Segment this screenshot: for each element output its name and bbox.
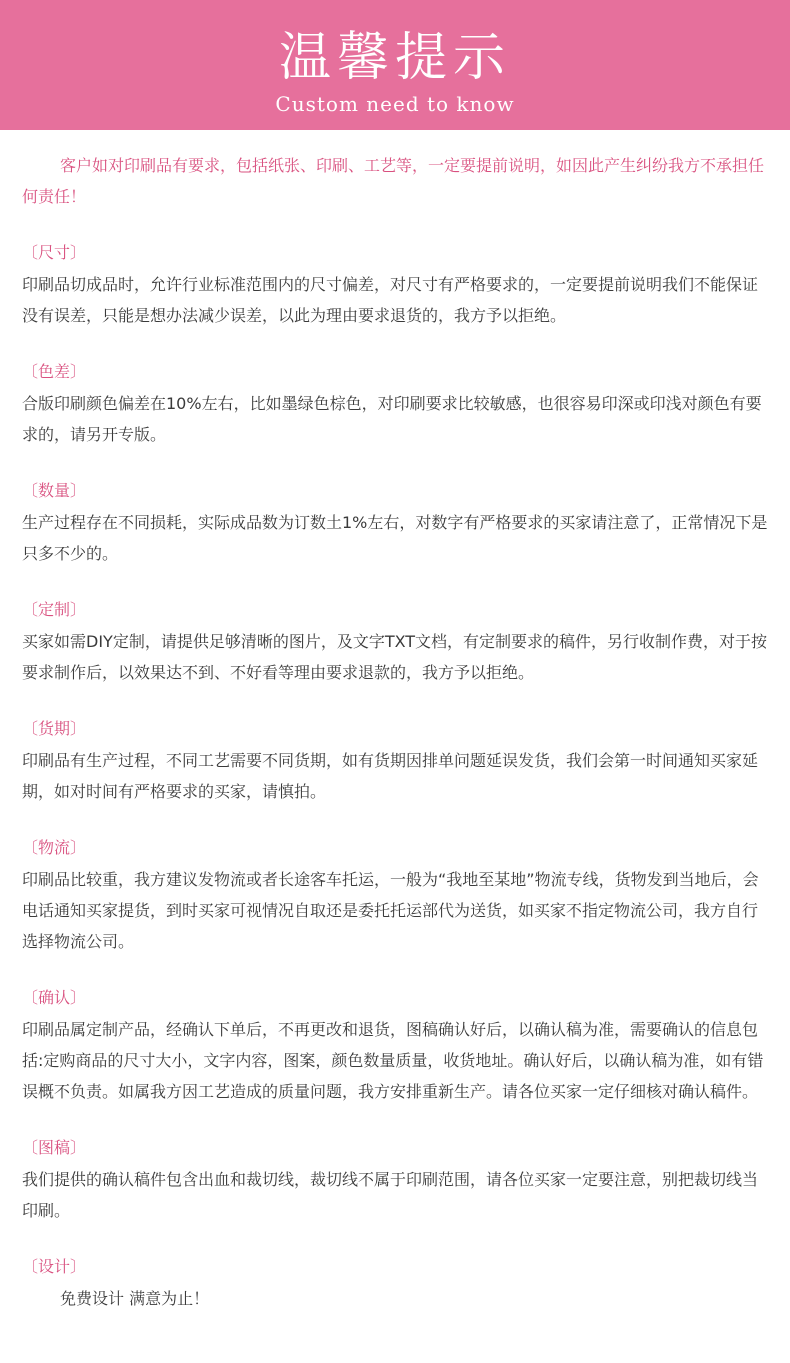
section-body-color-difference: 合版印刷颜色偏差在10%左右，比如墨绿色棕色，对印刷要求比较敏感，也很容易印深或印浅对颜色有要求的，请另开专版。 xyxy=(22,394,762,444)
section-body-confirmation: 印刷品属定制产品，经确认下单后，不再更改和退货，图稿确认好后，以确认稿为准，需要确认的信息包括:定购商品的尺寸大小，文字内容，图案，颜色数量质量，收货地址。确认好后，以确认稿为准，如有错误概不负责。如属我方因工艺造成的质量问题，我方安排重新生产。请各位买家一定仔细核对确认稿件。 xyxy=(22,1020,764,1101)
section-custom xyxy=(22,597,768,688)
section-title-logistics: 〔物流〕 xyxy=(22,838,87,857)
section-title-quantity: 〔数量〕 xyxy=(22,481,87,500)
notice-content xyxy=(0,130,790,1314)
section-body-logistics: 印刷品比较重，我方建议发物流或者长途客车托运，一般为“我地至某地”物流专线，货物发到当地后，会电话通知买家提货，到时买家可视情况自取还是委托托运部代为送货，如买家不指定物流公司，我方自行选择物流公司。 xyxy=(22,870,759,951)
section-quantity xyxy=(22,478,768,569)
banner-title: 温馨提示 xyxy=(278,28,511,88)
section-body-delivery-time: 印刷品有生产过程，不同工艺需要不同货期，如有货期因排单问题延误发货，我们会第一时间通知买家延期，如对时间有严格要求的买家，请慎拍。 xyxy=(22,751,759,801)
intro-paragraph: 客户如对印刷品有要求，包括纸张、印刷、工艺等，一定要提前说明，如因此产生纠纷我方不承担任何责任！ xyxy=(22,156,765,206)
section-title-artwork: 〔图稿〕 xyxy=(22,1138,87,1157)
section-body-custom: 买家如需DIY定制，请提供足够清晰的图片，及文字TXT文档，有定制要求的稿件，另行收制作费，对于按要求制作后，以效果达不到、不好看等理由要求退款的，我方予以拒绝。 xyxy=(22,632,768,682)
section-artwork xyxy=(22,1135,768,1226)
section-title-confirmation: 〔确认〕 xyxy=(22,988,87,1007)
section-delivery-time xyxy=(22,716,768,807)
section-body-size: 印刷品切成品时，允许行业标准范围内的尺寸偏差，对尺寸有严格要求的，一定要提前说明我们不能保证没有误差，只能是想办法减少误差，以此为理由要求退货的，我方予以拒绝。 xyxy=(22,275,759,325)
section-title-delivery-time: 〔货期〕 xyxy=(22,719,87,738)
section-title-design: 〔设计〕 xyxy=(22,1257,87,1276)
header-banner xyxy=(0,0,790,130)
section-color-difference xyxy=(22,359,768,450)
section-size xyxy=(22,240,768,331)
section-title-size: 〔尺寸〕 xyxy=(22,243,87,262)
section-body-quantity: 生产过程存在不同损耗，实际成品数为订数土1%左右，对数字有严格要求的买家请注意了，正常情况下是只多不少的。 xyxy=(22,513,768,563)
section-confirmation xyxy=(22,985,768,1107)
section-title-custom: 〔定制〕 xyxy=(22,600,87,619)
section-logistics xyxy=(22,835,768,957)
section-title-color-difference: 〔色差〕 xyxy=(22,362,87,381)
section-design xyxy=(22,1254,768,1314)
section-body-design: 免费设计 满意为止！ xyxy=(60,1289,210,1308)
section-body-artwork: 我们提供的确认稿件包含出血和裁切线，裁切线不属于印刷范围，请各位买家一定要注意，别把裁切线当印刷。 xyxy=(22,1170,759,1220)
banner-subtitle: Custom need to know xyxy=(275,92,515,116)
